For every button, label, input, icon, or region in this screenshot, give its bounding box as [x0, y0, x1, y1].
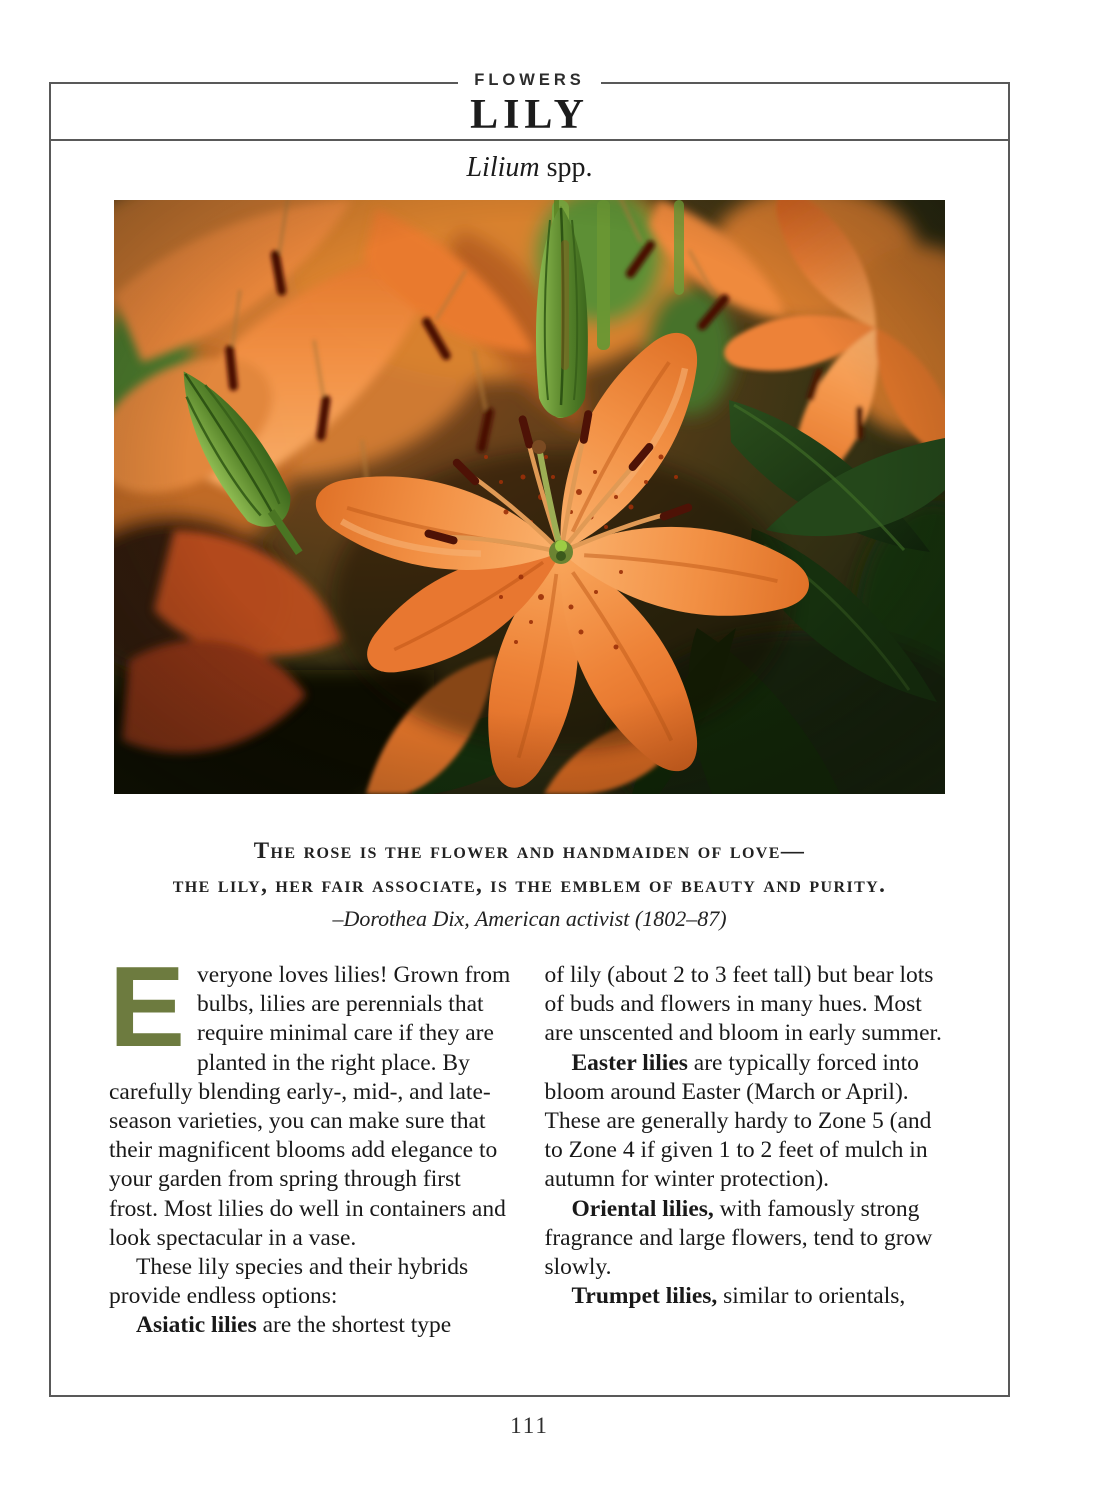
page-border-box [49, 71, 1010, 1397]
paragraph-lead: Trumpet lilies, [571, 1283, 718, 1310]
page-title: LILY [470, 92, 589, 138]
epigraph-attribution: –Dorothea Dix, American activist (1802–87) [332, 906, 727, 931]
page-number: 111 [510, 1413, 549, 1438]
left-column [109, 944, 515, 1341]
lily-photo-illustration [114, 200, 945, 794]
paragraph: of lily (about 2 to 3 feet tall) but bear lots of buds and flowers in many hues. Most are unscented and bloom in early summer. [544, 962, 942, 1047]
latin-suffix: spp. [539, 152, 593, 183]
paragraph: Oriental lilies, with famously strong fragrance and large flowers, tend to grow slowly. [544, 1195, 933, 1281]
section-kicker: FLOWERS [458, 71, 601, 90]
paragraph-lead: Easter lilies [571, 1049, 688, 1076]
section-kicker-wrap [51, 71, 1008, 90]
epigraph [51, 834, 1008, 934]
page-header [51, 84, 1008, 141]
paragraph: Trumpet lilies, similar to orientals, [571, 1283, 906, 1310]
paragraph-lead: Asiatic lilies [136, 1312, 257, 1339]
paragraph: Asiatic lilies are the shortest type [136, 1312, 452, 1339]
photo-vignette [114, 200, 945, 794]
paragraph: Everyone loves lilies! Grown from bulbs, lilies are perennials that require minimal care if they are planted in the right place. By carefully blending early-, mid-, and late-season varieties, you can make sure that their magnificent blooms add elegance to your garden from spring through first frost. Most lilies do well in containers and look spectacular in a vase. [109, 944, 511, 1251]
right-column [545, 961, 951, 1341]
latin-genus: Lilium [466, 152, 540, 183]
epigraph-line-1: The rose is the flower and handmaiden of love— [253, 838, 806, 863]
paragraph-lead: Oriental lilies, [571, 1195, 714, 1222]
drop-cap: E [109, 944, 186, 1071]
latin-name-line [51, 141, 1008, 186]
paragraph: Easter lilies are typically forced into bloom around Easter (March or April). These are generally hardy to Zone 5 (and to Zone 4 if given 1 to 2 feet of mulch in autumn for winter protection). [544, 1049, 932, 1193]
article-body [51, 944, 1008, 1341]
lily-photo [114, 200, 945, 794]
epigraph-line-2: the lily, her fair associate, is the emblem of beauty and purity. [172, 872, 887, 897]
paragraph: These lily species and their hybrids provide endless options: [109, 1254, 469, 1310]
